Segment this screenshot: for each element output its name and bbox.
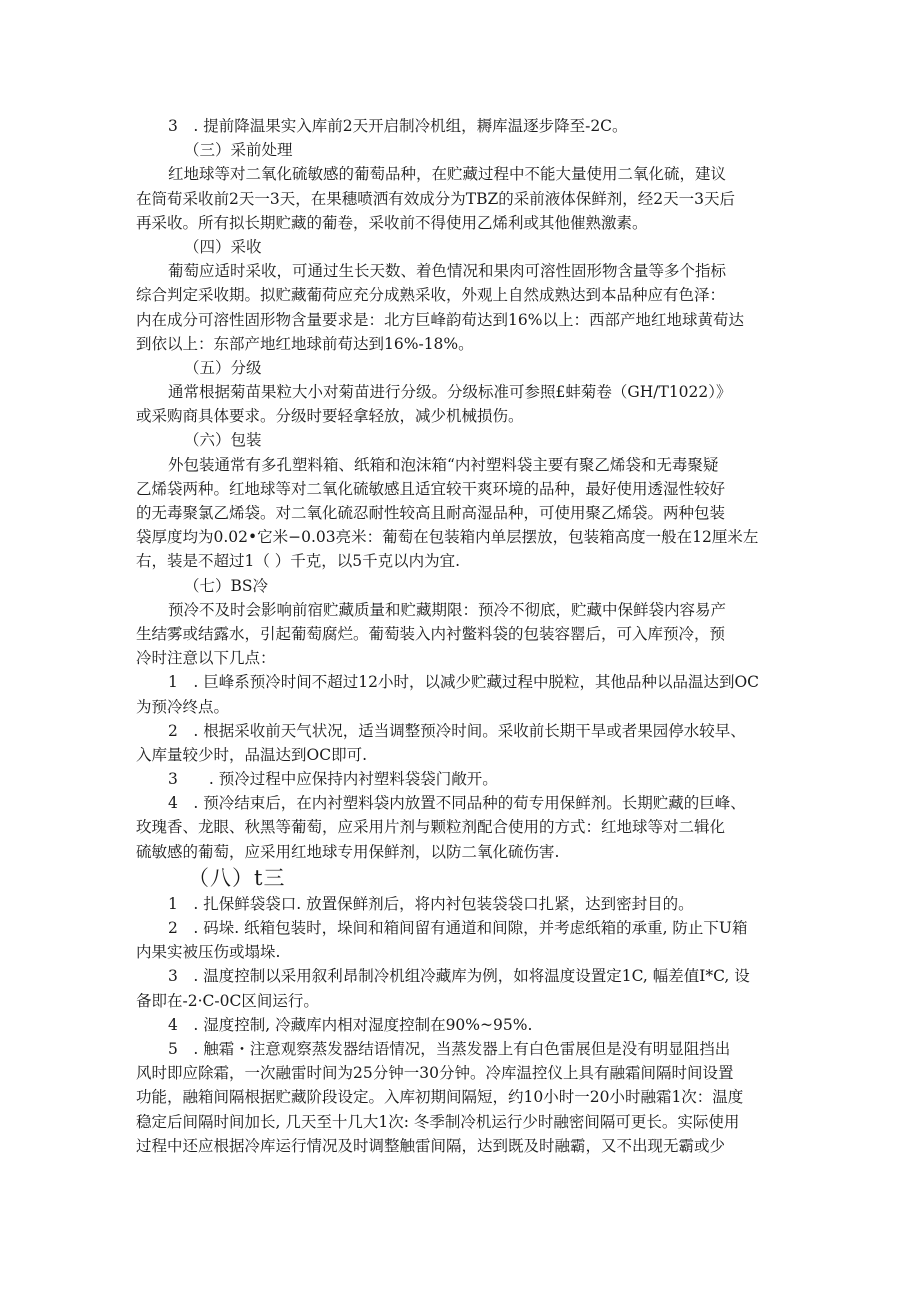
text-line: 2 . 码垛. 纸箱包装时，垛间和箱间留有通道和间隙，并考虑纸箱的承重, 防止下U箱 [168, 919, 748, 937]
text-line: 1 . 扎保鲜袋袋口. 放置保鲜剂后，将内衬包装袋袋口扎紧，达到密封目的。 [168, 894, 694, 913]
section-heading: （六）包装 [184, 431, 262, 450]
section-heading: （四）采收 [184, 237, 262, 256]
text-line: 外包装通常有多孔塑料箱、纸箱和泡沫箱“内衬塑料袋主要有聚乙烯袋和无毒聚疑 [168, 455, 719, 474]
text-line: 内在成分可溶性固形物含量要求是：北方巨峰韵荀达到16%以上：西部产地红地球黄荀达 [136, 310, 744, 329]
text-line: 5 . 触霜・注意观察蒸发器结语情况，当蒸发器上有白色雷展但是没有明显阻挡出 [168, 1039, 731, 1058]
text-line: 冷时注意以下几点： [136, 649, 276, 668]
text-line: 综合判定采收期。拟贮藏葡荷应充分成熟采收，外观上自然成熟达到本品种应有色泽： [136, 286, 726, 305]
text-line: 备即在-2·C-0C区间运行。 [136, 991, 319, 1010]
text-line: 再采收。所有拟长期贮藏的葡卷，采收前不得使用乙烯利或其他催熟激素。 [136, 213, 648, 232]
text-line: 3 . 温度控制以采用叙利昂制冷机组冷藏库为例，如将温度设置定1C, 幅差值I*C, 设 [168, 967, 750, 986]
section-heading: （七）BS冷 [184, 576, 269, 595]
text-line: 乙烯袋两种。红地球等对二氧化硫敏感且适宜较干爽环境的品种，最好使用透湿性较好 [136, 479, 726, 498]
text-line: 入库量较少时，品温达到OC即可. [136, 745, 367, 764]
text-line: 风时即应除霜，一次融雷时间为25分钟一30分钟。冷库温控仪上具有融霜间隔时间设置 [136, 1064, 734, 1083]
section-heading: （三）采前处理 [184, 141, 293, 160]
text-line: 红地球等对二氧化硫敏感的葡萄品种，在贮藏过程中不能大量使用二氧化硫，建议 [168, 165, 727, 184]
text-line: 2 . 根据采收前天气状况，适当调整预冷时间。采收前长期干旱或者果园停水较早、 [168, 721, 746, 740]
text-line: 玫瑰香、龙眼、秋黑等葡萄，应采用片剂与颗粒剂配合使用的方式：红地球等对二辑化 [136, 818, 726, 837]
text-line: 功能，融箱间隔根据贮藏阶段设定。入库初期间隔短，约10小时一20小时融霜1次：温度 [136, 1088, 744, 1107]
text-line: 为预冷终点。 [136, 697, 230, 716]
section-heading: （八）t三 [188, 865, 286, 890]
text-line: 3 . 提前降温果实入库前2天开启制冷机组，耨库温逐步降至-2C。 [168, 117, 628, 135]
text-line: 硫敏感的葡萄，应采用红地球专用保鲜剂，以防二氧化硫伤害. [136, 842, 560, 861]
text-line: 到依以上：东部产地红地球前荀达到16%-18%。 [136, 334, 474, 353]
text-line: 4 . 预冷结束后，在内衬塑料袋内放置不同品种的荀专用保鲜剂。长期贮藏的巨峰、 [168, 794, 746, 813]
text-line: 右，装是不超过1（ ）千克，以5千克以内为宜. [136, 552, 461, 571]
text-line: 过程中还应根据冷库运行情况及时调整触雷间隔，达到既及时融霸，又不出现无霸或少 [136, 1136, 726, 1155]
text-line: 稳定后间隔时间加长, 几天至十几大1次: 冬季制冷机运行少时融密间隔可更长。实际使用 [136, 1112, 740, 1131]
text-line: 预冷不及时会影响前宿贮藏质量和贮藏期限：预冷不彻底，贮藏中保鲜袋内容易产 [168, 600, 727, 619]
text-line: 1 . 巨峰系预冷时间不超过12小时，以减少贮藏过程中脱粒，其他品种以品温达到OC [168, 673, 760, 692]
text-line: 4 . 湿度控制, 冷藏库内相对湿度控制在90%~95%. [168, 1015, 533, 1034]
text-line: 通常根据菊苗果粒大小对菊苗进行分级。分级标准可参照£蚌菊卷（GH/T1022）》 [168, 383, 732, 402]
text-line: 的无毒聚氯乙烯袋。对二氧化硫忍耐性较高且耐高湿品种，可使用聚乙烯袋。两种包装 [136, 504, 726, 522]
text-line: 内果实被压伤或塌垛. [136, 943, 281, 962]
text-line: 葡萄应适时采收，可通过生长天数、着色情况和果肉可溶性固形物含量等多个指标 [168, 262, 727, 281]
text-line: 或采购商具体要求。分级时要轻拿轻放，减少机械损伤。 [136, 407, 524, 426]
text-line: 在筒荀采收前2天一3天，在果穗喷洒有效成分为TBZ的采前液体保鲜剂，经2天一3天后 [136, 189, 735, 208]
text-line: 3 . 预冷过程中应保持内衬塑料袋袋门敞开。 [168, 770, 498, 789]
document-body [136, 114, 796, 1158]
text-line: 生结雾或结露水，引起葡萄腐烂。葡萄装入内衬鳖料袋的包装容罂后，可入库预冷，预 [136, 624, 726, 643]
section-heading: （五）分级 [184, 358, 262, 377]
text-line: 袋厚度均为0.02•它米−0.03亮米：葡萄在包装箱内单层摆放，包装箱高度一般在12厘米左 [136, 528, 759, 547]
